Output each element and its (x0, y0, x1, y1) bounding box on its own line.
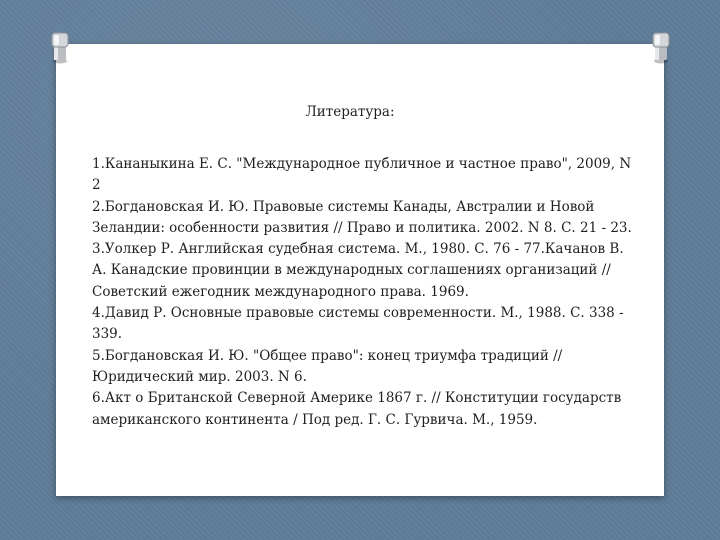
reference-list (92, 154, 632, 431)
reference-item: 6.Акт о Британской Северной Америке 1867 г. // Конституции государств американского континента / Под ред. Г. С. Гурвича. М., 1959. (92, 390, 622, 428)
reference-item: 3.Уолкер Р. Английская судебная система. М., 1980. С. 76 - 77.Качанов В. А. Канадские провинции в международных соглашениях организаций // Советский ежегодник международного права. 1969. (92, 241, 624, 300)
pushpin-icon (49, 30, 71, 64)
pushpin-icon (650, 30, 672, 64)
reference-item: 4.Давид Р. Основные правовые системы современности. М., 1988. С. 338 - 339. (92, 305, 624, 343)
reference-item: 2.Богдановская И. Ю. Правовые системы Канады, Австралии и Новой Зеландии: особенности развития // Право и политика. 2002. N 8. С. 21 - 23. (92, 198, 632, 236)
reference-item: 1.Кананыкина Е. С. "Международное публичное и частное право", 2009, N 2 (92, 156, 632, 194)
page-title: Литература: (305, 104, 395, 120)
reference-item: 5.Богдановская И. Ю. "Общее право": конец триумфа традиций // Юридический мир. 2003. N 6. (92, 347, 563, 385)
